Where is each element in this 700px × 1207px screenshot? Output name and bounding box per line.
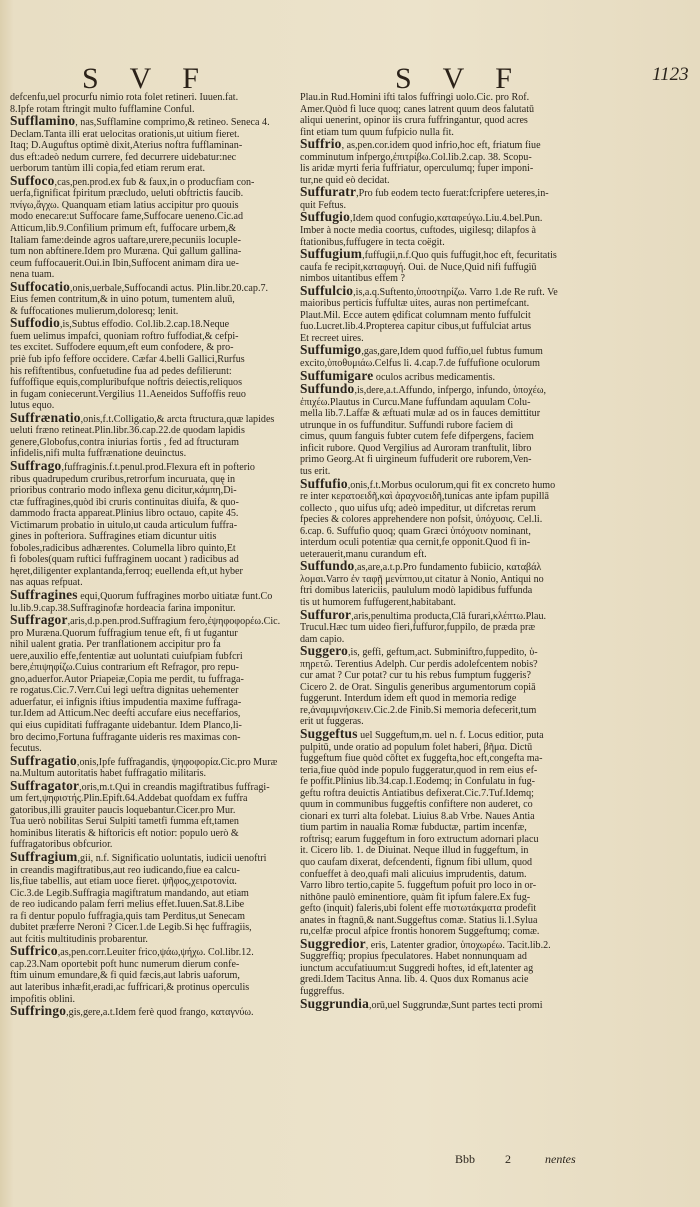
text-line: priè fub ipfo feffore occidere. Cæfar 4.belli Gallici,Rurfus xyxy=(10,354,245,366)
text-line: Suffuror,aris,penultima producta,Clā furari,κλέπτω.Plau. xyxy=(300,606,547,622)
text-line: Suffragatio,onis,Ipfe fuffragandis, ψηφοφορία.Cic.pro Muræ xyxy=(10,752,278,768)
text-line: genere,Globofus,contra iniurias fortis , fed ad ftructuram xyxy=(10,436,239,448)
text-line: tum non abftinere.Idem pro Muræna. Qui gallum gallina- xyxy=(10,246,242,258)
text-line: Suffragium,gii, n.f. Significatio uoluntatis, iudicii uenoftri xyxy=(10,849,267,864)
text-line: gno,aduerfor.Autor Priapeiæ,Copia me perdit, tu fuffraga- xyxy=(10,673,244,685)
text-line: nihil ualent gratia. Per tranflationem accipitur pro fa xyxy=(10,639,221,651)
text-line: mella lib.7.Laffæ & æftuati mulæ ad os in fauces demittitur xyxy=(300,408,541,420)
text-line: quo caufam dixerat, defcendenti, fignum fibi ullum, quod xyxy=(300,857,533,868)
text-line: utrunque in os fuffunditur. Suffundi rubore faciem di xyxy=(300,419,514,431)
text-line: Itaq; D.Auguftus optimè dixit,Aterius noftra fufflaminan- xyxy=(10,140,243,152)
text-line: Cicero 2. de Orat. Singulis generibus argumentorum copiā xyxy=(300,681,536,693)
text-line: inficit rubore. Quod Vergilius ad Auroram tranftulit, libro xyxy=(300,442,532,454)
text-line: & fuffocationes mulierum,doloresq; lenit. xyxy=(10,305,179,317)
text-line: iunctum accufatiuum:ut Suggredi hoftes, id eft,latenter ag xyxy=(300,962,534,974)
text-line: fuggerunt. Interdum idem eft quod in memoria redige xyxy=(300,693,517,705)
text-line: ueterauerit,manu curandum eft. xyxy=(300,548,427,560)
text-line: fuggreffus. xyxy=(300,986,345,998)
text-line: ftim uinum emundare,& fi quid fæcis,aut labris uaforum, xyxy=(10,970,240,982)
text-line: Suffodio,is,Subtus effodio. Col.lib.2.cap.18.Neque xyxy=(10,315,230,331)
text-line: in creandis magiftratibus,aut reo iudicando,fiue ea calcu- xyxy=(10,864,240,876)
text-line: quum in communibus fuggeftis confiftere non auderet, co xyxy=(300,799,533,811)
text-line: tis ut humorem fuffugerent,habitabant. xyxy=(300,596,456,608)
text-line: Plau.in Rud.Homini ifti talos fuffringi uolo.Cic. pro Rof. xyxy=(300,92,530,103)
text-line: infidelis,nifi multa fuffrænatione deuinctus. xyxy=(10,448,187,460)
text-line: aduerfatur, ei infignis iftius impudentia maxime fuffraga- xyxy=(10,696,242,708)
text-line: uere,auxilio effe,fententiæ aut uoluntati cuiufpiam fubfcri xyxy=(10,650,243,662)
signature-number: 2 xyxy=(505,1152,511,1166)
text-line: Suffrico,as,pen.corr.Leuiter frico,ψάω,ψήχω. Col.libr.12. xyxy=(10,943,254,959)
text-line: confueffet à deo,quafi mali alicuius imprudentis, datum. xyxy=(300,868,527,880)
text-line: bro decimo,Fortuna fuffragante uideris res maximas con- xyxy=(10,731,241,743)
text-line: hominibus literatis & hiftoricis eft notior: populo uerò & xyxy=(10,827,239,839)
header-right: S V F xyxy=(395,62,524,95)
catchword: nentes xyxy=(545,1152,576,1166)
text-line: tus erit. xyxy=(300,465,331,477)
text-line: ceum fuffocauerit.Oui.in Ibin,Suffocent animam dira ue- xyxy=(10,257,239,269)
text-line: caufa fe recipit,καταφυγή. Oui. de Nuce,Quid nifi fuffugiū xyxy=(300,261,537,273)
text-line: dam capio. xyxy=(300,633,345,645)
text-line: cur amat ? Cur potat? cur tu his rebus fumptum fuggeris? xyxy=(300,670,531,682)
text-line: Varro libro tertio,capite 5. fuggeftum pofuit pro loco in or- xyxy=(300,880,537,892)
text-line: lis aridæ myrti feria fuffriatur, operculumq; fuper imponi- xyxy=(300,163,534,175)
text-line: uerfa,fignificat fpiritum præcludo, ueluti obftrictis faucib. xyxy=(10,188,244,200)
text-line: πηρετῶ. Terentius Adelph. Cur perdis adolefcentem nobis? xyxy=(300,658,538,670)
text-line: in fugam coniecerunt.Vergilius 11.Aeneidos Suffoffis reuo xyxy=(10,388,246,400)
text-line: gatoribus,illi grauiter paucis loquebantur.Cicer.pro Mur. xyxy=(10,804,236,816)
text-line: maioribus perticis fuffultæ uites, auras non pertimefcant. xyxy=(300,298,530,310)
text-line: Suggreffiq; propius fpeculatores. Habet nonnunquam ad xyxy=(300,951,527,963)
text-line: collecto , quo uifus ufq; adeò impeditur, ut difcretas rerum xyxy=(300,502,536,514)
text-line: Suffragines equi,Quorum fuffragines morbo uitiatæ funt.Co xyxy=(10,586,273,602)
text-line: fi foboles(quam ruftici fuffraginem uocant ) radicibus ad xyxy=(10,554,239,566)
text-line: Trucul.Hæc tum uideo fieri,fuffuror,fuppilo, de præda præ xyxy=(300,622,536,634)
text-line: Suggero,is, geffi, geftum,act. Subminiftro,fuppedito, ὑ- xyxy=(300,643,538,659)
text-line: interdum oculi potentiæ qua cernit,fe opponit.Quod fi in- xyxy=(300,537,531,549)
text-line: dus eft:adeò nedum currere, fed decurrere uidebatur:nec xyxy=(10,151,237,163)
text-line: Et recreet uires. xyxy=(300,332,364,344)
text-line: modo enecare:ut Suffocare fame,Suffocare ueneno.Cic.ad xyxy=(10,211,244,223)
text-line: gines in pofteriora. Suffragines etiam dicuntur uitis xyxy=(10,531,217,543)
text-line: Cic.3.de Legib.Suffragia magiftratum mandando, aut etiam xyxy=(10,887,249,899)
text-line: gredi.Idem Tacitus Anna. lib. 4. Quos dux Romanus acie xyxy=(300,974,529,986)
text-line: fuem uelimus impafci, quoniam roftro fuffodiat,& cefpi- xyxy=(10,330,239,342)
text-line: foboles,radicibus adhærentes. Columella libro quinto,Et xyxy=(10,542,236,554)
text-line: nas aquas refpuat. xyxy=(10,577,83,589)
text-line: Atticum,lib.9.Confilium primum eft, fuffocare urbem,& xyxy=(10,223,237,235)
text-line: teria,fiue quòd inde populo fuggeratur,quod in rem eius ef- xyxy=(300,764,538,776)
text-line: Amer.Quòd fi luce quoq; canes latrent quum deos falutatū xyxy=(300,103,535,115)
text-line: erit ut fuggeras. xyxy=(300,716,364,728)
text-line: ru,celfæ procul afpice frontis honorem Suggeftumq; comæ. xyxy=(300,926,540,938)
text-line: λομαι.Varro ἐν ταφῇ μενίππου,ut citatur à Nonio, Antiqui no xyxy=(300,573,544,585)
text-line: Plaut.Mil. Ecce autem ędificat columnam mento fuffulcit xyxy=(300,309,531,321)
text-line: cimus, quum fanguis fubter cutem fefe difpergens, faciem xyxy=(300,431,534,443)
text-line: comminutum infpergo,ἐπιτρίβω.Col.lib.2.cap. 38. Scopu- xyxy=(300,151,532,163)
text-line: cap.23.Nam oportebit poft hunc numerum dierum confe- xyxy=(10,958,240,970)
text-line: prioribus contrario modo inflexa genu dicitur,κάμπη,Di- xyxy=(10,485,237,497)
text-line: Suffrago,fuffraginis.f.t.penul.prod.Flexura eft in pofterio xyxy=(10,457,255,473)
text-line: excito,ὑποθυμιάω.Celfus li. 4.cap.7.de fuffufione oculorum xyxy=(300,358,540,370)
signature-mark: Bbb xyxy=(455,1152,476,1166)
text-line: Italiam fame:deinde agros uaftare,urere,pecuniis locuple- xyxy=(10,234,241,246)
text-line: cionari ex turri alta folebat. Liuius 8.ab Vrbe. Naues Antia xyxy=(300,810,535,822)
text-line: Suffumigare oculos acribus medicamentis. xyxy=(300,367,496,383)
text-line: ctæ fuffragines,quòd ibi cruris continuitas diuifa, & quo- xyxy=(10,496,239,508)
text-line: 8.Ipfe rotam ftringit multo fufflamine Conful. xyxy=(10,103,195,115)
text-line: Suffulcio,is,a.q.Suftento,ὑποστηρίζω. Varro 1.de Re ruft. Ve xyxy=(300,282,558,298)
text-line: nithône paulò eminentiore, quàm fit ipfum falere.Ex fug- xyxy=(300,891,531,903)
text-line: tes excitet. Suffodere equum,eft eum confodere, & pro- xyxy=(10,342,234,354)
text-line: qui eius cupiditati fuffragante uidebantur. Idem Planco,li- xyxy=(10,719,242,731)
text-line: fe poffit.Plinius lib.34.cap.1.Eodemq; in Confulatu in fug- xyxy=(300,776,536,788)
text-line: ra fi dentur populo fuffragia,quis tam Perditus,ut Senecam xyxy=(10,910,245,922)
text-line: anates in ftagnū,& nant.Suggeftus comæ. Statius li.1.Sylua xyxy=(300,914,538,926)
text-line: roftrisq; earum fuggeftum in foro extructum adornari placu xyxy=(300,833,539,845)
text-line: Suffundo,as,are,a.t.p.Pro fundamento fubiicio, καταβάλ xyxy=(300,558,542,574)
page-number: 1123 xyxy=(652,64,689,85)
text-line: fuffoffique equis,compluribufque noftris deiectis,reliquos xyxy=(10,377,243,389)
text-line: tur.Idem ad Atticum.Nec deefti accufare eius neceffarios, xyxy=(10,708,241,720)
text-line: Suffragator,oris,m.t.Qui in creandis magiftratibus fuffragi- xyxy=(10,777,270,793)
text-line: re rogatus.Cic.7.Verr.Cui legi ueftra dignitas uehementer xyxy=(10,685,239,697)
text-line: it. Cicero lib. 1. de Diuinat. Neque illud in fuggeftum, in xyxy=(300,845,529,857)
text-line: um fert,ψηφιστής.Plin.Epift.64.Addebat quofdam ex fuffra xyxy=(10,793,248,805)
text-line: pulpitū, unde oratio ad populum folet haberi, βῆμα. Dictū xyxy=(300,741,533,753)
text-line: ribus quadrupedum cruribus,retrorfum incuruata, quę in xyxy=(10,473,236,485)
header-left: S V F xyxy=(82,62,211,95)
text-line: ἐπιχέω.Plautus in Curcu.Mane fuffundam aquulam Colu- xyxy=(300,396,531,408)
text-line: πνίγω,ἄγχω. Quanquam etiam latius accipitur pro quouis xyxy=(10,199,239,211)
text-line: primo Georg.At fi uirgineum fuffuderit ore ruborem,Ven- xyxy=(300,454,532,466)
text-line: Victimarum probatio in uitulo,ut cauda articulum fuffra- xyxy=(10,519,238,531)
text-line: nena tuam. xyxy=(10,269,55,281)
text-line: fuggeftum fiue quòd cōftet ex fuggefta,hoc eft,congefta ma- xyxy=(300,753,543,765)
text-line: Sufflamino, nas,Sufflamine comprimo,& retineo. Seneca 4. xyxy=(10,113,270,129)
text-line: pro Muræna.Quorum fuffragium tenue eft, fi ut fugantur xyxy=(10,627,238,639)
text-line: his refiftentibus, confuetudine fua ad pedes defilierunt: xyxy=(10,365,232,377)
text-line: fuo.Lucret.lib.4.Propterea capitur cibus,ut fuffulciat artus xyxy=(300,321,532,333)
text-line: aut fcitis multitudinis probarentur. xyxy=(10,933,148,945)
text-line: hęret,diligenter explantanda,ferroq; euellenda eft,ut hyber xyxy=(10,565,243,577)
text-line: ftationibus,fuffugere in tecta coëgit. xyxy=(300,236,445,248)
text-line: fecutus. xyxy=(10,743,42,755)
text-line: quit Feftus. xyxy=(300,199,346,211)
text-line: dammodo fracta appareat.Plinius libro octauo, capite 45. xyxy=(10,508,239,520)
text-line: bere,ἐπιψηφίζω.Cuius contrarium eft Refragor, pro repu- xyxy=(10,662,239,674)
text-line: Suffocatio,onis,uerbale,Suffocandi actus. Plin.libr.20.cap.7. xyxy=(10,278,269,294)
text-line: Suffragor,aris,d.p.pen.prod.Suffragium fero,ἐψηφοφορέω.Cic. xyxy=(10,612,281,628)
text-line: lis,fiue tabellis, aut etiam uoce fieret. ψῆφος,χειροτονία. xyxy=(10,876,237,888)
text-line: na.Multum autoritatis habet fuffragatio militaris. xyxy=(10,768,207,780)
text-line: fuffragatoribus obfcurior. xyxy=(10,839,113,851)
text-line: aliqui uenerint, opinor iis crura fuffringantur, quod acres xyxy=(300,115,528,127)
text-line: Suffundo,is,dere,a.t.Affundo, infpergo, infundo, ὑποχέω, xyxy=(300,381,547,397)
text-line: fpecies & colores apprehendere non pofsit, ὑπόχυσις. Cel.li. xyxy=(300,514,543,526)
text-line: Suffugium,fuffugii,n.f.Quo quis fuffugit,hoc eft, fecuritatis xyxy=(300,246,557,262)
text-line: dubitet præferre Neroni ? Cicer.1.de Legib.Si hęc fuffragiis, xyxy=(10,922,252,934)
text-line: de reo iudicando palam ferri melius effet.Iuuen.Sat.8.Libe xyxy=(10,899,245,911)
right-column xyxy=(300,92,588,1011)
text-line: ueluti fræno retineat.Plin.libr.36.cap.22.de quodam lapidis xyxy=(10,425,245,437)
text-line: Suffoco,cas,pen.prod.ex fub & faux,in o producfiam con- xyxy=(10,172,255,188)
text-line: Suffuratr,Pro fub eodem tecto fuerat:fcripfere ueteres,in- xyxy=(300,184,549,200)
text-line: fint etiam tum quum fufpicio nulla fit. xyxy=(300,126,454,138)
text-line: Suffrio, as,pen.cor.idem quod infrio,hoc eft, friatum fiue xyxy=(300,136,541,152)
text-line: lutus equo. xyxy=(10,400,55,412)
text-line: geftu roftra deuictis Antiatibus defixerat.Cic.7.Tuf.Idemq; xyxy=(300,787,534,799)
text-line: Suffufio,onis,f.t.Morbus oculorum,qui fit ex concreto humo xyxy=(300,475,556,491)
text-line: Suffringo,gis,gere,a.t.Idem ferè quod frango, καταγνύω. xyxy=(10,1003,254,1019)
left-column xyxy=(10,92,282,1019)
text-line: Declam.Tanta illi erat uelocitas orationis,ut uitium fieret. xyxy=(10,128,240,140)
text-line: uerborum tantùm illi copia,fed etiam rerum erat. xyxy=(10,163,206,175)
text-line: Tua uerò nobilitas Serui Sulpiti tametfi fumma eft,tamen xyxy=(10,816,239,828)
text-line: ftri domibus latericiis, paululum modò lapidibus fuffunda xyxy=(300,585,533,597)
text-line: re,ἀναμιμνήσκειν.Cic.2.de Finib.Si memoria defecerit,tum xyxy=(300,704,537,716)
text-line: tur,ne quid eò decidat. xyxy=(300,174,390,186)
text-line: lu.lib.9.cap.38.Suffraginofæ hordeacia farina imponitur. xyxy=(10,602,236,614)
text-line: 6.cap. 6. Suffufio quoq; quam Græci ὑπόχυσιν nominant, xyxy=(300,525,531,537)
text-line: defcenfu,uel procurfu nimio rota folet retineri. Iuuen.fat. xyxy=(10,92,239,103)
text-line: tium partim in naualia Romæ fubductæ, partim incenfæ, xyxy=(300,822,527,834)
text-line: Imber à nocte media coortus, cuftodes, uigilesq; dilapfos à xyxy=(300,225,537,237)
text-line: Eius femen contritum,& in uino potum, tumentem aluū, xyxy=(10,294,235,306)
text-line: Suffugio,Idem quod confugio,καταφεύγω.Liu.4.bel.Pun. xyxy=(300,209,543,225)
text-line: impofitis oblini. xyxy=(10,993,76,1005)
text-line: Suggredior, eris, Latenter gradior, ὑποχωρέω. Tacit.lib.2. xyxy=(300,935,551,951)
text-line: Suggeftus uel Suggeftum,m. uel n. f. Locus editior, puta xyxy=(300,725,544,741)
text-line: nimbos uitantibus effem ? xyxy=(300,273,405,285)
text-line: Suffumigo,gas,gare,Idem quod fuffio,uel fubtus fumum xyxy=(300,342,543,358)
text-line: re inter κερατοειδῆ,καὶ ἀραχνοειδῆ,tunicas ante ipfam pupillā xyxy=(300,491,549,503)
text-line: gefto (inquit) faleris,ubi folent effe πιστωτάκματα prodefit xyxy=(300,903,537,915)
text-line: Suffrænatio,onis,f.t.Colligatio,& arcta ftructura,quæ lapides xyxy=(10,409,275,425)
text-line: Suggrundia,orū,uel Suggrundæ,Sunt partes tecti promi xyxy=(300,995,543,1011)
text-line: aut lateribus inhæfit,eradi,ac fuffricari,& protinus operculis xyxy=(10,982,250,994)
